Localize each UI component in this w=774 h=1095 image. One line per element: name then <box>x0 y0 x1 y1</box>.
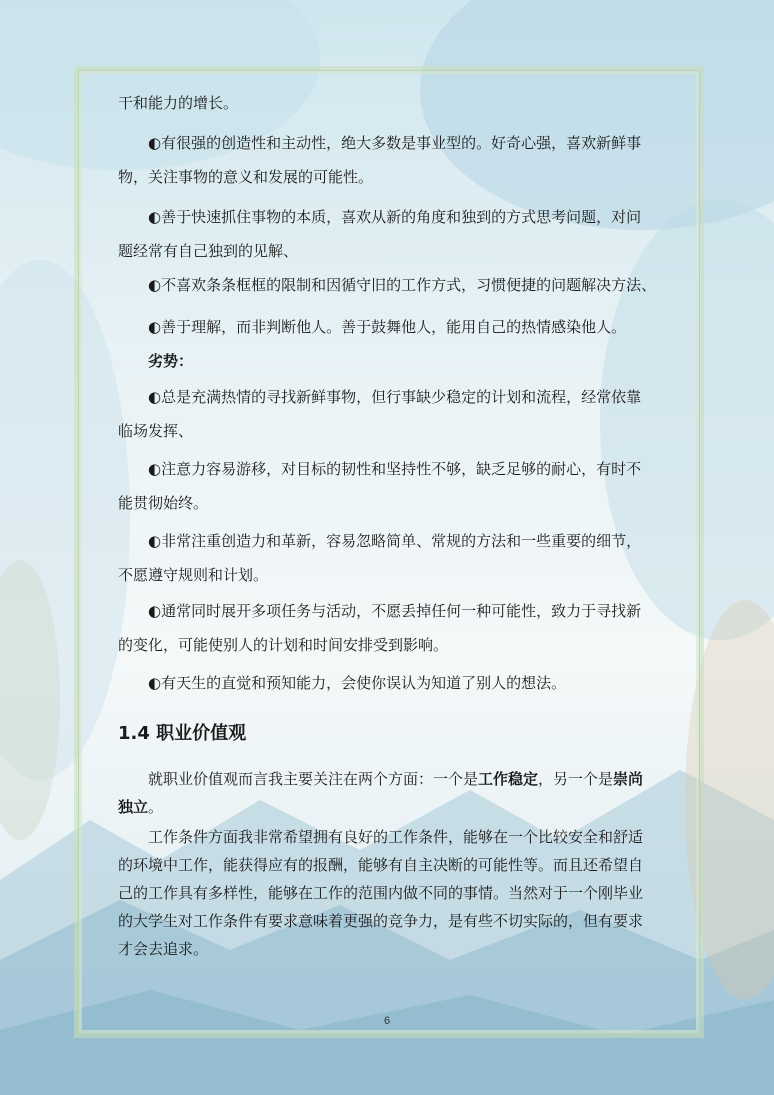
text-line: 己的工作具有多样性，能够在工作的范围内做不同的事情。当然对于一个刚毕业 <box>118 884 644 902</box>
text-line: ◐善于快速抓住事物的本质，喜欢从新的角度和独到的方式思考问题，对问 <box>148 208 642 226</box>
text-line: ◐非常注重创造力和革新，容易忽略简单、常规的方法和一些重要的细节， <box>148 532 642 550</box>
para1-period: 。 <box>148 798 164 816</box>
para1-bold-independence-end: 独立 <box>118 798 149 816</box>
section-heading: 1.4 职业价值观 <box>118 723 247 744</box>
text-line: ◐不喜欢条条框框的限制和因循守旧的工作方式，习惯便捷的问题解决方法、 <box>148 276 657 294</box>
text-line: 才会去追求。 <box>118 940 209 958</box>
text-line: 的变化，可能使别人的计划和时间安排受到影响。 <box>118 636 449 654</box>
para1-bold-stable: 工作稳定 <box>478 770 539 788</box>
weakness-label: 劣势： <box>148 352 194 370</box>
text-line: ◐有很强的创造性和主动性，绝大多数是事业型的。好奇心强，喜欢新鲜事 <box>148 134 642 152</box>
text-line: 的大学生对工作条件有要求意味着更强的竞争力，是有些不切实际的，但有要求 <box>118 912 644 930</box>
text-line: 不愿遵守规则和计划。 <box>118 566 269 584</box>
text-line: ◐通常同时展开多项任务与活动，不愿丢掉任何一种可能性，致力于寻找新 <box>148 602 642 620</box>
para1-line2 <box>118 798 163 817</box>
para1-line1 <box>148 770 643 789</box>
text-line: 题经常有自己独到的见解、 <box>118 242 299 260</box>
text-line: 干和能力的增长。 <box>118 94 239 112</box>
text-line: ◐有天生的直觉和预知能力，会使你误认为知道了别人的想法。 <box>148 674 567 692</box>
text-line: 临场发挥、 <box>118 422 194 440</box>
text-line: ◐善于理解，而非判断他人。善于鼓舞他人，能用自己的热情感染他人。 <box>148 318 627 336</box>
text-line: 工作条件方面我非常希望拥有良好的工作条件，能够在一个比较安全和舒适 <box>148 828 644 846</box>
page-number: 6 <box>383 1015 391 1027</box>
text-line: ◐注意力容易游移，对目标的韧性和坚持性不够，缺乏足够的耐心，有时不 <box>148 460 642 478</box>
para1-bold-independence: 崇尚 <box>613 770 644 788</box>
text-line: 的环境中工作，能获得应有的报酬，能够有自主决断的可能性等。而且还希望自 <box>118 856 644 874</box>
text-line: 能贯彻始终。 <box>118 494 209 512</box>
text-line: 物，关注事物的意义和发展的可能性。 <box>118 168 374 186</box>
text-line: ◐总是充满热情的寻找新鲜事物，但行事缺少稳定的计划和流程，经常依靠 <box>148 388 642 406</box>
para1-text: ，另一个是 <box>538 770 614 788</box>
para1-text: 就职业价值观而言我主要关注在两个方面：一个是 <box>148 770 479 788</box>
